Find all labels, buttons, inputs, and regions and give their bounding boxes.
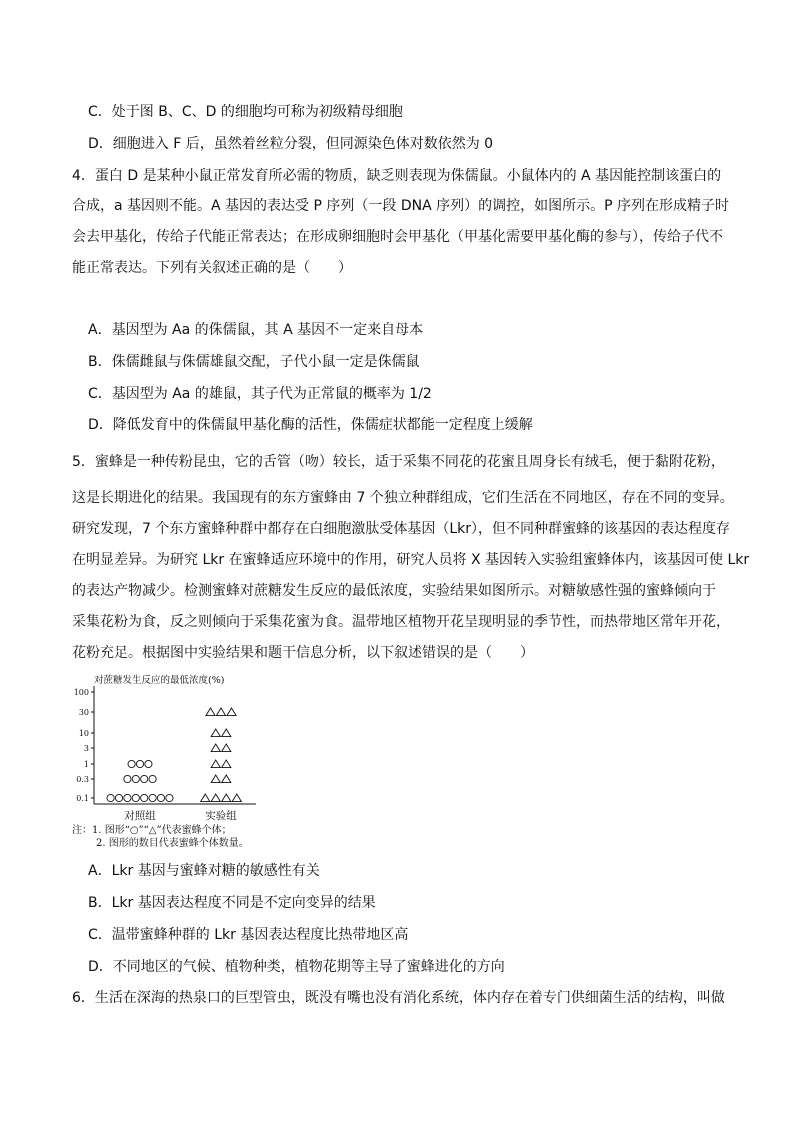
experimental-bee-triangle bbox=[201, 794, 210, 802]
q5-stem-line-6: 采集花粉为食，反之则倾向于采集花蜜为食。温带地区植物开花呈现明显的季节性，而热带地区常年开花， bbox=[72, 614, 730, 630]
q4-option-c: C．基因型为 Aa 的雄鼠，其子代为正常鼠的概率为 1/2 bbox=[88, 386, 432, 402]
control-bee-circle bbox=[124, 794, 131, 801]
experimental-bee-triangle bbox=[222, 729, 231, 737]
q3-option-d: D．细胞进入 F 后，虽然着丝粒分裂，但同源染色体对数依然为 0 bbox=[88, 136, 494, 152]
q5-option-c: C．温带蜜蜂种群的 Lkr 基因表达程度比热带地区高 bbox=[88, 927, 409, 943]
q4-option-d: D．降低发育中的侏儒鼠甲基化酶的活性，侏儒症状都能一定程度上缓解 bbox=[88, 417, 533, 433]
control-bee-circle bbox=[149, 794, 156, 801]
q4-option-a: A．基因型为 Aa 的侏儒鼠，其 A 基因不一定来自母本 bbox=[88, 322, 424, 338]
q6-stem-line-1: 6．生活在深海的热泉口的巨型管虫，既没有嘴也没有消化系统，体内存在着专门供细菌生活的结构，叫做 bbox=[72, 990, 725, 1006]
control-bee-circle bbox=[128, 760, 135, 767]
q4-stem-line-2: 合成，a 基因则不能。A 基因的表达受 P 序列（一段 DNA 序列）的调控，如图所示。P 序列在形成精子时 bbox=[72, 198, 730, 214]
q4-stem-line-4: 能正常表达。下列有关叙述正确的是（ ） bbox=[72, 260, 352, 276]
x-category-label: 对照组 bbox=[124, 810, 156, 822]
experimental-bee-triangle bbox=[211, 794, 220, 802]
experimental-bee-triangle bbox=[232, 794, 241, 802]
experimental-bee-triangle bbox=[211, 775, 220, 783]
q5-option-b: B．Lkr 基因表达程度不同是不定向变异的结果 bbox=[88, 895, 376, 911]
q5-stem-line-5: 的表达产物减少。检测蜜蜂对蔗糖发生反应的最低浓度，实验结果如图所示。对糖敏感性强的蜜蜂倾向于 bbox=[72, 583, 716, 599]
control-bee-circle bbox=[145, 760, 152, 767]
control-bee-circle bbox=[107, 794, 114, 801]
control-bee-circle bbox=[141, 775, 148, 782]
q5-option-d: D．不同地区的气候、植物种类，植物花期等主导了蜜蜂进化的方向 bbox=[88, 959, 505, 975]
experimental-bee-triangle bbox=[222, 775, 231, 783]
y-tick-label: 0.3 bbox=[76, 775, 89, 784]
y-tick-label: 1 bbox=[83, 760, 89, 769]
experimental-bee-triangle bbox=[222, 744, 231, 752]
y-tick-label: 30 bbox=[78, 708, 89, 717]
experimental-bee-triangle bbox=[222, 760, 231, 768]
control-bee-circle bbox=[115, 794, 122, 801]
q4-stem-line-1: 4．蛋白 D 是某种小鼠正常发育所必需的物质，缺乏则表现为侏儒鼠。小鼠体内的 A 基因能控制该蛋白的 bbox=[72, 168, 722, 184]
y-tick-label: 10 bbox=[78, 729, 89, 738]
q5-stem-line-4: 在明显差异。为研究 Lkr 在蜜蜂适应环境中的作用，研究人员将 X 基因转入实验组蜜蜂体内，该基因可使 Lkr bbox=[72, 552, 750, 568]
control-bee-circle bbox=[136, 760, 143, 767]
chart-note-1: 注：1. 图形“○”“△”代表蜜蜂个体； bbox=[72, 825, 232, 836]
y-tick-label: 3 bbox=[83, 744, 89, 753]
chart-note-2: 2. 图形的数目代表蜜蜂个体数量。 bbox=[96, 838, 249, 849]
experimental-bee-triangle bbox=[211, 744, 220, 752]
q4-option-b: B．侏儒雌鼠与侏儒雄鼠交配，子代小鼠一定是侏儒鼠 bbox=[88, 354, 420, 370]
control-bee-circle bbox=[141, 794, 148, 801]
control-bee-circle bbox=[166, 794, 173, 801]
q5-stem-line-2: 这是长期进化的结果。我国现有的东方蜜蜂由 7 个独立种群组成，它们生活在不同地区，存在不同的变异。 bbox=[72, 490, 734, 506]
chart-title: 对蔗糖发生反应的最低浓度(%) bbox=[94, 675, 225, 686]
control-bee-circle bbox=[132, 775, 139, 782]
experimental-bee-triangle bbox=[206, 708, 215, 716]
control-bee-circle bbox=[157, 794, 164, 801]
q3-option-c: C．处于图 B、C、D 的细胞均可称为初级精母细胞 bbox=[88, 104, 403, 120]
q5-stem-line-7: 花粉充足。根据图中实验结果和题干信息分析，以下叙述错误的是（ ） bbox=[72, 645, 534, 661]
experimental-bee-triangle bbox=[211, 760, 220, 768]
control-bee-circle bbox=[132, 794, 139, 801]
experimental-bee-triangle bbox=[216, 708, 225, 716]
q5-stem-line-3: 研究发现，7 个东方蜜蜂种群中都存在白细胞激肽受体基因（Lkr），但不同种群蜜蜂的该基因的表达程度存 bbox=[72, 521, 731, 537]
experimental-bee-triangle bbox=[222, 794, 231, 802]
y-tick-label: 0.1 bbox=[76, 794, 89, 803]
y-tick-label: 100 bbox=[73, 688, 89, 697]
control-bee-circle bbox=[124, 775, 131, 782]
q5-option-a: A．Lkr 基因与蜜蜂对糖的敏感性有关 bbox=[88, 863, 320, 879]
x-category-label: 实验组 bbox=[205, 810, 237, 822]
experimental-bee-triangle bbox=[227, 708, 236, 716]
q5-stem-line-1: 5．蜜蜂是一种传粉昆虫，它的舌管（吻）较长，适于采集不同花的花蜜且周身长有绒毛，便于黏附花粉， bbox=[72, 454, 725, 470]
control-bee-circle bbox=[149, 775, 156, 782]
q4-stem-line-3: 会去甲基化，传给子代能正常表达；在形成卵细胞时会甲基化（甲基化需要甲基化酶的参与），传给子代不 bbox=[72, 229, 723, 245]
experimental-bee-triangle bbox=[211, 729, 220, 737]
